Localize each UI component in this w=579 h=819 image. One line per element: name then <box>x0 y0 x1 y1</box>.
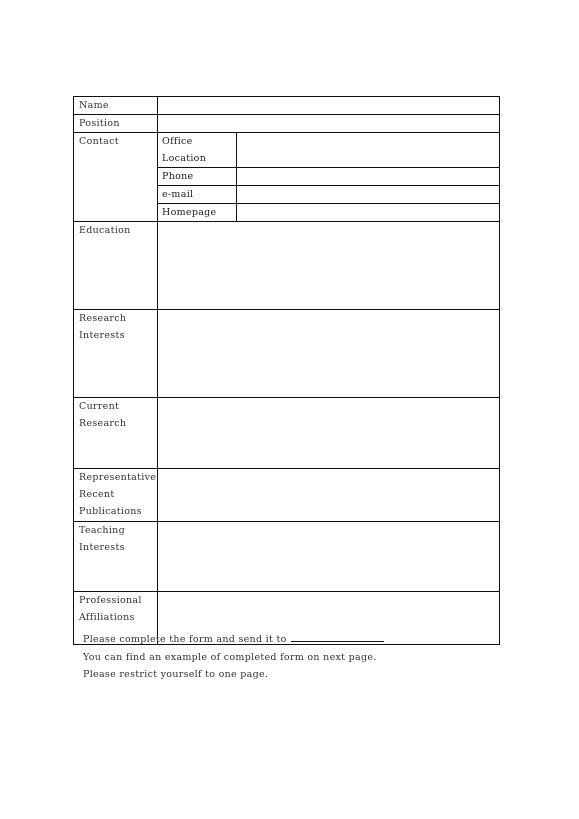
instruction-line-2: You can find an example of completed form on next page. <box>83 651 377 663</box>
faculty-profile-form <box>73 96 500 645</box>
publications-field[interactable] <box>158 469 500 522</box>
position-field[interactable] <box>158 115 500 133</box>
email-label: e-mail <box>158 186 237 204</box>
education-field[interactable] <box>158 222 500 310</box>
position-label: Position <box>74 115 158 133</box>
homepage-field[interactable] <box>237 204 500 222</box>
name-label: Name <box>74 97 158 115</box>
phone-label: Phone <box>158 168 237 186</box>
name-field[interactable] <box>158 97 500 115</box>
homepage-label: Homepage <box>158 204 237 222</box>
publications-label: Representative Recent Publications <box>74 469 158 522</box>
contact-subtable <box>158 133 499 221</box>
recipient-blank <box>291 631 384 642</box>
affiliations-label: Professional Affiliations <box>74 592 158 645</box>
research-interests-label: Research Interests <box>74 310 158 398</box>
email-field[interactable] <box>237 186 500 204</box>
education-label: Education <box>74 222 158 310</box>
contact-label: Contact <box>74 133 158 222</box>
current-research-label: Current Research <box>74 398 158 469</box>
instruction-line-1: Please complete the form and send it to <box>83 631 384 649</box>
form-instructions <box>83 631 384 684</box>
office-location-label: Office Location <box>158 133 237 168</box>
teaching-interests-label: Teaching Interests <box>74 522 158 592</box>
research-interests-field[interactable] <box>158 310 500 398</box>
contact-section <box>158 133 500 222</box>
current-research-field[interactable] <box>158 398 500 469</box>
teaching-interests-field[interactable] <box>158 522 500 592</box>
instruction-line-3: Please restrict yourself to one page. <box>83 669 269 680</box>
phone-field[interactable] <box>237 168 500 186</box>
office-location-field[interactable] <box>237 133 500 168</box>
